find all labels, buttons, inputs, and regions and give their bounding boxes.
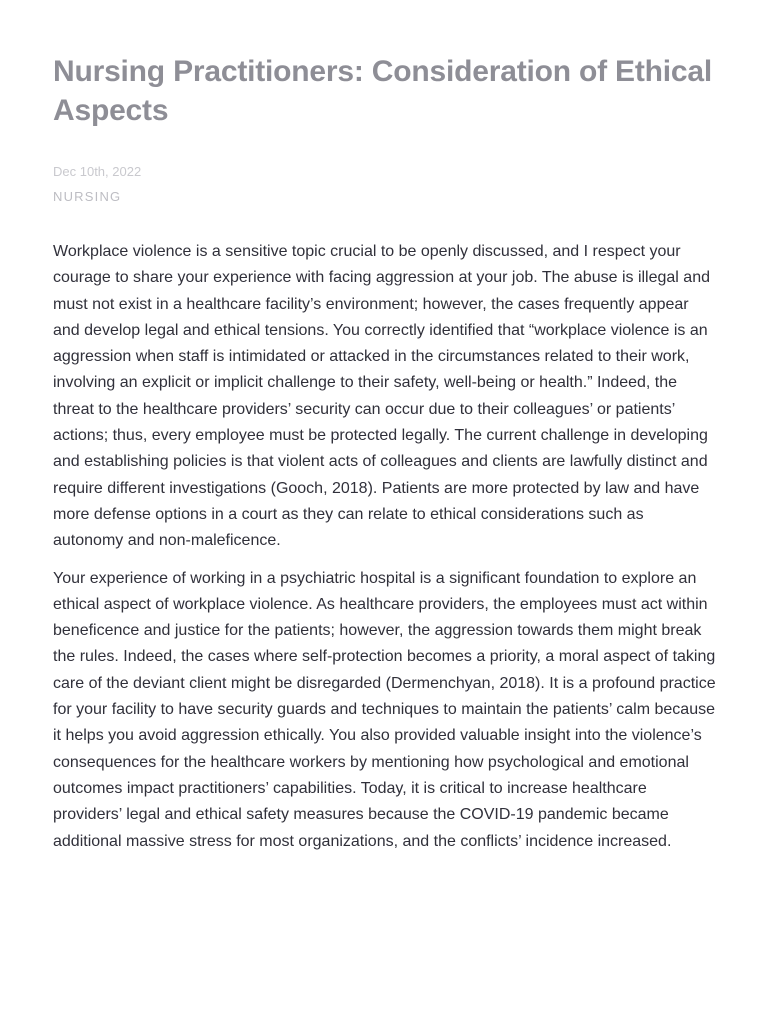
paragraph-2: Your experience of working in a psychiatric hospital is a significant foundation to explore an ethical aspect of workplace violence. As healthcare providers, the employees must act within beneficence and justice for the patients; however, the aggression towards them might break the rules. Indeed, the cases where self-protection becomes a priority, a moral aspect of taking care of the deviant client might be disregarded (Dermenchyan, 2018). It is a profound practice for your facility to have security guards and techniques to maintain the patients’ calm because it helps you avoid aggression ethically. You also provided valuable insight into the violence’s consequences for the healthcare workers by mentioning how psychological and emotional outcomes impact practitioners’ capabilities. Today, it is critical to increase healthcare providers’ legal and ethical safety measures because the COVID-19 pandemic became additional massive stress for most organizations, and the conflicts’ incidence increased. bbox=[53, 569, 716, 850]
article-meta bbox=[53, 164, 716, 205]
category-label[interactable]: NURSING bbox=[53, 189, 122, 204]
article-title: Nursing Practitioners: Consideration of Ethical Aspects bbox=[53, 55, 713, 127]
article-body bbox=[53, 239, 716, 855]
publish-date: Dec 10th, 2022 bbox=[53, 164, 142, 179]
paragraph-1: Workplace violence is a sensitive topic crucial to be openly discussed, and I respect your courage to share your experience with facing aggression at your job. The abuse is illegal and must not exist in a healthcare facility’s environment; however, the cases frequently appear and develop legal and ethical tensions. You correctly identified that “workplace violence is an aggression when staff is intimidated or attacked in the circumstances related to their work, involving an explicit or implicit challenge to their safety, well-being or health.” Indeed, the threat to the healthcare providers’ security can occur due to their colleagues’ or patients’ actions; thus, every employee must be protected legally. The current challenge in developing and establishing policies is that violent acts of colleagues and clients are lawfully distinct and require different investigations (Gooch, 2018). Patients are more protected by law and have more defense options in a court as they can relate to ethical considerations such as autonomy and non-maleficence. bbox=[53, 243, 710, 550]
